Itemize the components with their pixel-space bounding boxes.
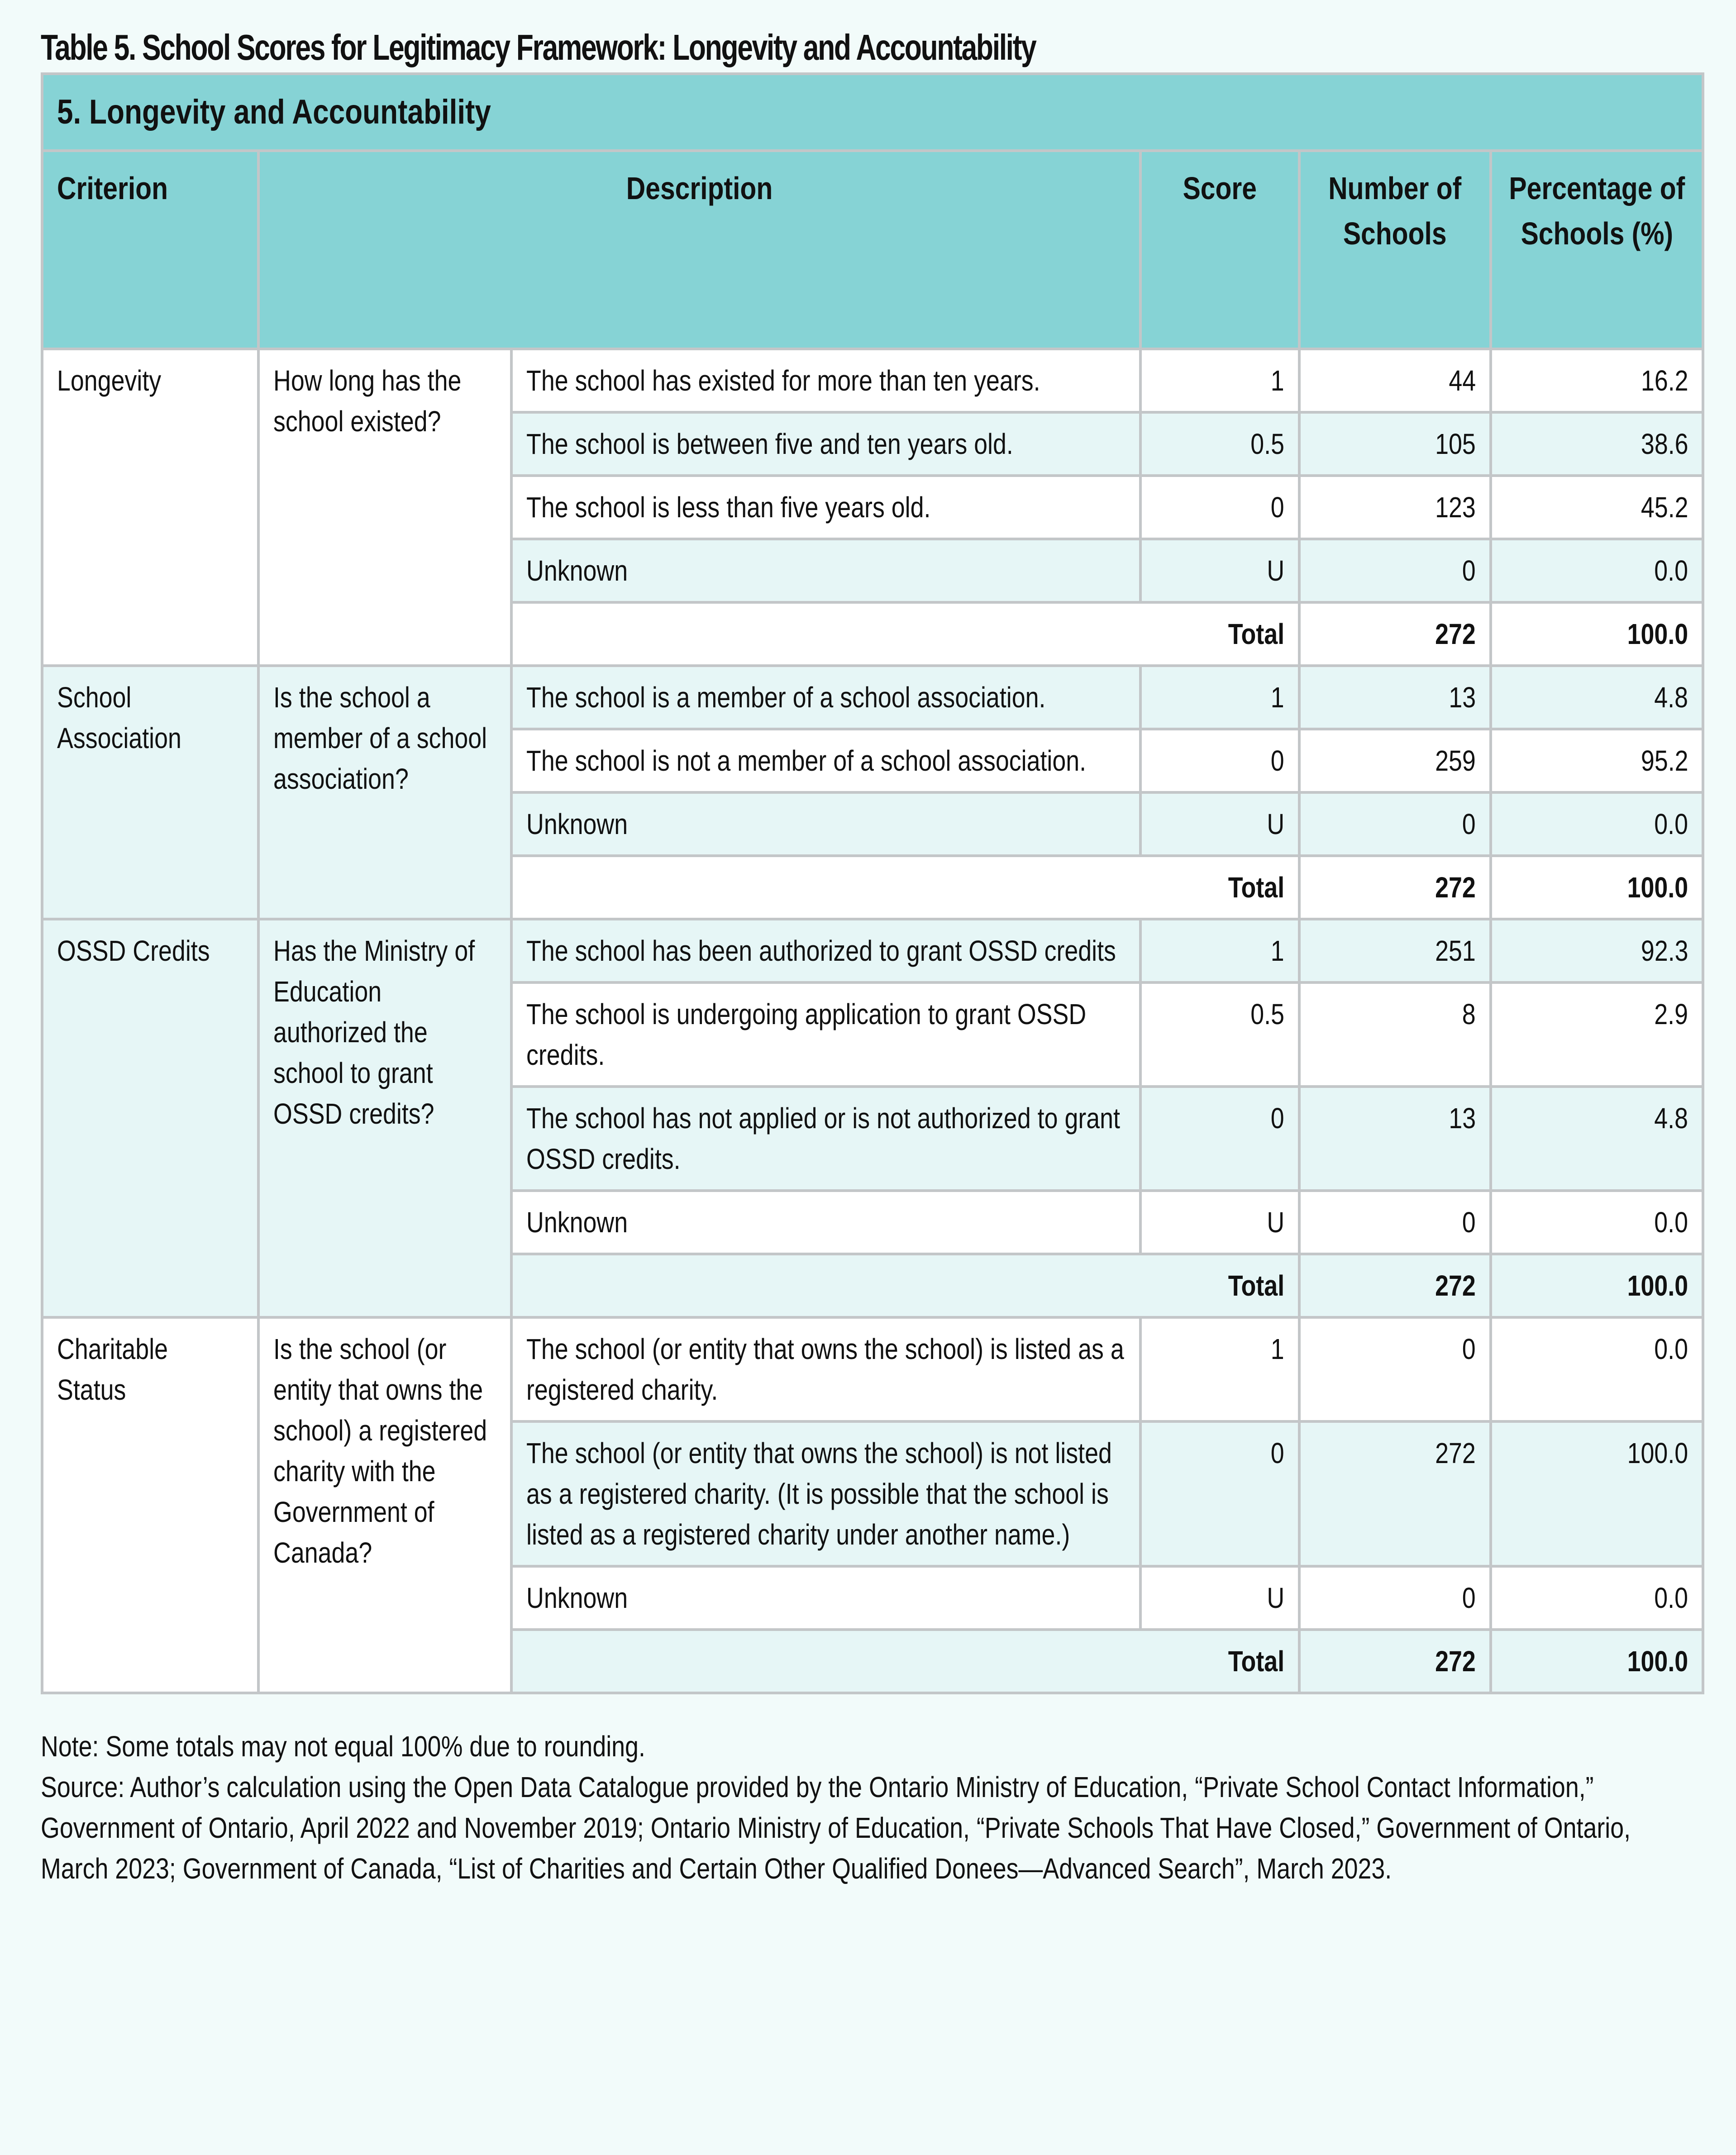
question-cell: How long has the school existed? xyxy=(258,349,511,666)
score-cell: 0.5 xyxy=(1140,982,1299,1087)
description-cell: The school has existed for more than ten years. xyxy=(511,349,1140,412)
number-cell: 272 xyxy=(1299,1421,1491,1566)
total-label: Total xyxy=(511,1254,1299,1317)
description-cell: The school has been authorized to grant OSSD credits xyxy=(511,919,1140,982)
percentage-cell: 92.3 xyxy=(1491,919,1703,982)
note-text: Note: Some totals may not equal 100% due to rounding. xyxy=(41,1730,645,1763)
column-header-criterion: Criterion xyxy=(42,151,258,349)
total-percentage: 100.0 xyxy=(1491,1254,1703,1317)
column-header-number: Number of Schools xyxy=(1299,151,1491,349)
total-percentage: 100.0 xyxy=(1491,602,1703,666)
total-label: Total xyxy=(511,856,1299,919)
total-number: 272 xyxy=(1299,602,1491,666)
score-cell: U xyxy=(1140,1566,1299,1630)
percentage-cell: 0.0 xyxy=(1491,792,1703,856)
score-cell: U xyxy=(1140,1191,1299,1254)
total-label: Total xyxy=(511,1630,1299,1693)
total-percentage: 100.0 xyxy=(1491,856,1703,919)
percentage-cell: 0.0 xyxy=(1491,1191,1703,1254)
percentage-cell: 38.6 xyxy=(1491,412,1703,476)
number-cell: 251 xyxy=(1299,919,1491,982)
table-title: Table 5. School Scores for Legitimacy Framework: Longevity and Accountability xyxy=(41,27,1036,67)
number-cell: 13 xyxy=(1299,1087,1491,1191)
number-cell: 44 xyxy=(1299,349,1491,412)
number-cell: 123 xyxy=(1299,476,1491,539)
table-row xyxy=(42,349,1703,412)
description-cell: The school is less than five years old. xyxy=(511,476,1140,539)
number-cell: 259 xyxy=(1299,729,1491,792)
description-cell: Unknown xyxy=(511,539,1140,602)
number-cell: 0 xyxy=(1299,792,1491,856)
question-cell: Is the school a member of a school association? xyxy=(258,666,511,919)
section-heading: 5. Longevity and Accountability xyxy=(42,74,1703,151)
score-cell: 1 xyxy=(1140,349,1299,412)
score-cell: U xyxy=(1140,539,1299,602)
percentage-cell: 0.0 xyxy=(1491,1566,1703,1630)
description-cell: The school has not applied or is not authorized to grant OSSD credits. xyxy=(511,1087,1140,1191)
score-cell: 1 xyxy=(1140,1317,1299,1421)
table-row xyxy=(42,1317,1703,1421)
number-cell: 0 xyxy=(1299,1566,1491,1630)
question-cell: Has the Ministry of Education authorized the school to grant OSSD credits? xyxy=(258,919,511,1317)
number-cell: 0 xyxy=(1299,1191,1491,1254)
question-cell: Is the school (or entity that owns the school) a registered charity with the Government of Canada? xyxy=(258,1317,511,1693)
source-text: Source: Author’s calculation using the Open Data Catalogue provided by the Ontario Ministry of Education, “Private School Contact Information,” Government of Ontario, April 2022 and November 2019; Ontario Ministry of Education, “Private Schools That Have Closed,” Government of Ontario, March 2023; Government of Canada, “List of Charities and Certain Other Qualified Donees—Advanced Search”, March 2023. xyxy=(41,1771,1631,1885)
percentage-cell: 4.8 xyxy=(1491,666,1703,729)
score-cell: 0 xyxy=(1140,1087,1299,1191)
criterion-cell: OSSD Credits xyxy=(42,919,258,1317)
score-cell: 0 xyxy=(1140,1421,1299,1566)
criterion-cell: Longevity xyxy=(42,349,258,666)
criterion-cell: School Association xyxy=(42,666,258,919)
percentage-cell: 16.2 xyxy=(1491,349,1703,412)
description-cell: The school is between five and ten years old. xyxy=(511,412,1140,476)
description-cell: Unknown xyxy=(511,1566,1140,1630)
number-cell: 13 xyxy=(1299,666,1491,729)
percentage-cell: 45.2 xyxy=(1491,476,1703,539)
score-cell: U xyxy=(1140,792,1299,856)
description-cell: Unknown xyxy=(511,792,1140,856)
number-cell: 0 xyxy=(1299,1317,1491,1421)
percentage-cell: 2.9 xyxy=(1491,982,1703,1087)
description-cell: The school is a member of a school association. xyxy=(511,666,1140,729)
percentage-cell: 100.0 xyxy=(1491,1421,1703,1566)
percentage-cell: 4.8 xyxy=(1491,1087,1703,1191)
total-label: Total xyxy=(511,602,1299,666)
percentage-cell: 0.0 xyxy=(1491,1317,1703,1421)
total-percentage: 100.0 xyxy=(1491,1630,1703,1693)
footnotes xyxy=(41,1726,1675,1889)
total-number: 272 xyxy=(1299,1630,1491,1693)
total-number: 272 xyxy=(1299,1254,1491,1317)
total-number: 272 xyxy=(1299,856,1491,919)
number-cell: 105 xyxy=(1299,412,1491,476)
score-cell: 1 xyxy=(1140,919,1299,982)
table-row xyxy=(42,666,1703,729)
score-cell: 1 xyxy=(1140,666,1299,729)
score-cell: 0 xyxy=(1140,729,1299,792)
column-header-percentage: Percentage of Schools (%) xyxy=(1491,151,1703,349)
table-body xyxy=(42,349,1703,1693)
column-header-description: Description xyxy=(258,151,1140,349)
description-cell: The school is undergoing application to grant OSSD credits. xyxy=(511,982,1140,1087)
description-cell: The school (or entity that owns the school) is not listed as a registered charity. (It is possible that the school is listed as a registered charity under another name.) xyxy=(511,1421,1140,1566)
number-cell: 0 xyxy=(1299,539,1491,602)
description-cell: Unknown xyxy=(511,1191,1140,1254)
score-cell: 0 xyxy=(1140,476,1299,539)
criterion-cell: Charitable Status xyxy=(42,1317,258,1693)
description-cell: The school is not a member of a school association. xyxy=(511,729,1140,792)
number-cell: 8 xyxy=(1299,982,1491,1087)
scores-table xyxy=(41,72,1704,1694)
percentage-cell: 95.2 xyxy=(1491,729,1703,792)
description-cell: The school (or entity that owns the school) is listed as a registered charity. xyxy=(511,1317,1140,1421)
table-row xyxy=(42,919,1703,982)
score-cell: 0.5 xyxy=(1140,412,1299,476)
column-header-score: Score xyxy=(1140,151,1299,349)
percentage-cell: 0.0 xyxy=(1491,539,1703,602)
